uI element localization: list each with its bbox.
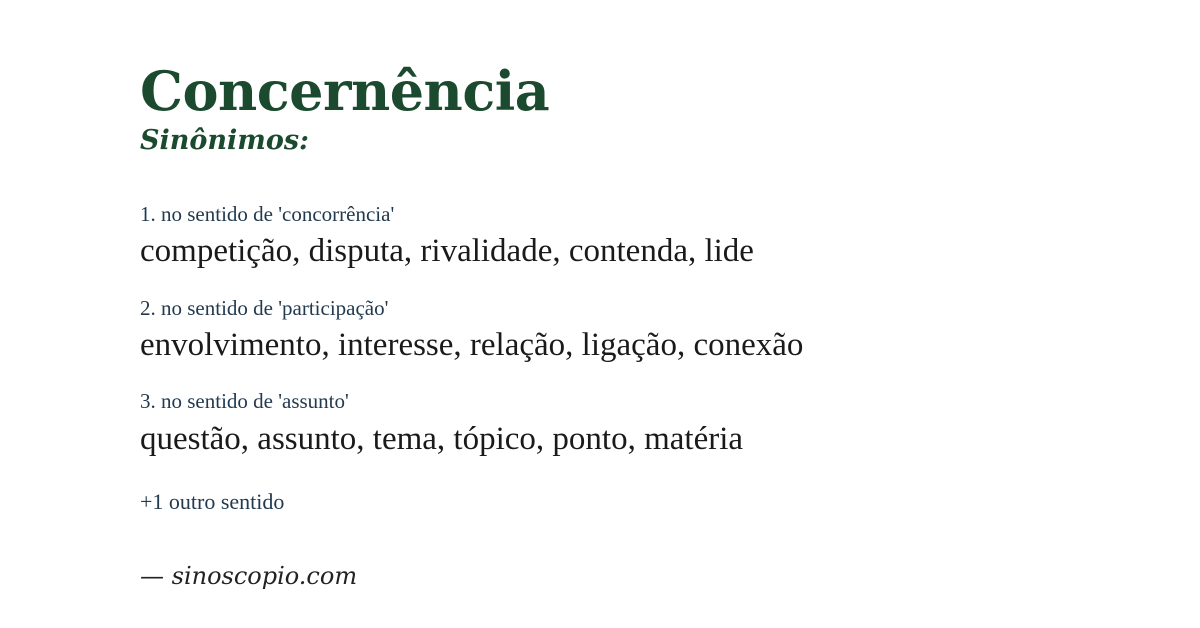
- attribution: — sinoscopio.com: [140, 561, 358, 590]
- more-senses-note: +1 outro sentido: [140, 489, 285, 515]
- sense-block-2: [140, 296, 1140, 366]
- sense-label-3: 3. no sentido de 'assunto': [140, 389, 349, 414]
- sense-synonyms-2: envolvimento, interesse, relação, ligação, conexão: [140, 326, 804, 363]
- sense-block-1: [140, 202, 1140, 272]
- synonyms-heading: Sinônimos:: [140, 125, 310, 157]
- sense-label-2: 2. no sentido de 'participação': [140, 295, 389, 320]
- sense-label-1: 1. no sentido de 'concorrência': [140, 201, 395, 226]
- senses-list: [140, 202, 1140, 459]
- sense-block-3: [140, 389, 1140, 459]
- sense-synonyms-1: competição, disputa, rivalidade, contenda, lide: [140, 232, 754, 269]
- page-title: Concernência: [140, 59, 550, 123]
- sense-synonyms-3: questão, assunto, tema, tópico, ponto, matéria: [140, 420, 744, 457]
